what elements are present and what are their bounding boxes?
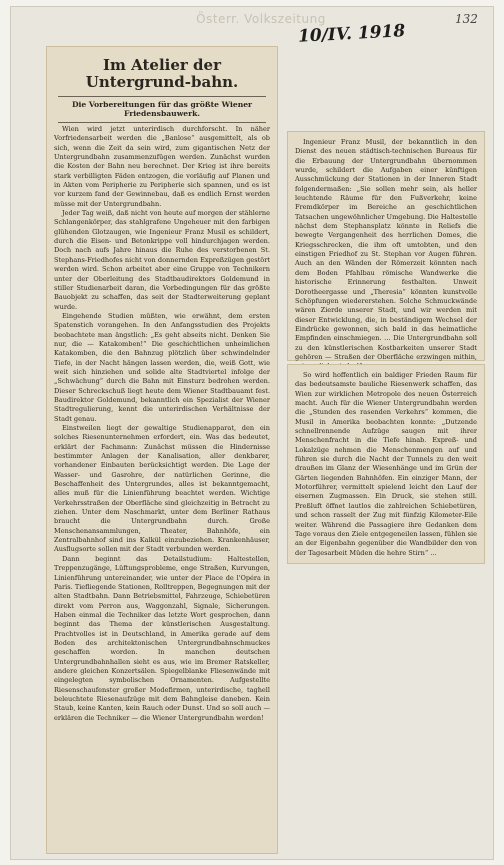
subheadline-divider bbox=[58, 122, 266, 123]
article-headline: Im Atelier der Untergrund-bahn. bbox=[85, 56, 239, 91]
article-paragraph: Wien wird jetzt unterirdisch durchforscht. In näher Vorfriedensarbeit werden die „Banlose“ ausgemittelt, als ob sich, wenn die Zeit da sein wird, zum gigantischen Netz der Untergrundbahn zusammenzufügen werden. Zunächst wurden die Kosten der Bahn neu berechnet. Der Krieg ist ihre bereits stark verbilligten Fäden entzogen, die vorläufig auf Planen und in Akten vom Peripherie zu Peripherie sich spannen, und es ist vor kurzem fand der Gewinnebau, daß es endlich Ernst werden müsse mit der Untergrundbahn. bbox=[54, 125, 270, 208]
article-paragraph: Einstweilen liegt der gewaltige Studienapparat, den ein solches Riesenunternehmen erfordert, ein. Was das bedeutet, erklärt der Fachmann: Zunächst müssen die Hindernisse bestimmter Anlagen der Kanalisation, aller denkbarer, vorhandener Einbauten berücksichtigt werden. Die Lage der Wasser- und Gasrohre, der natürlichen Gerinne, die Beschaffenheit des Untergrundes, alles ist bekanntgemacht, alles muß für die Linienführung beachtet werden. Wichtige Verkehrsstraßen der Oberfläche sind gleichzeitig in Betracht zu ziehen. Unter dem Naschmarkt, unter dem Berliner Rathaus braucht die Untergrundbahn durch. Große Menschenansammlungen, Theater, Bahnhöfe, ein Zentralbahnhof sind ins Kalkül einzubeziehen. Krankenhäuser, Ausflugsorte sollen mit der Stadt verbunden werden. bbox=[54, 424, 270, 554]
article-paragraph: Eingehende Studien müßten, wie erwähnt, dem ersten Spatenstich vorangehen. In den Anfangsstudien des Projekts beobachtete man ängstlich: „Es geht abseits nicht. Denken Sie nur, die — Katakomben!“ Die geschichtlichen unheimlichen Katakomben, die den Bahnzug plötzlich über schwindelnder Tiefe, in der Nacht hängen lassen werden, die, weiß Gott, wie weit sich hinziehen und solide alte Stadtviertel infolge der „Schwächung“ durch die Bahn mit Einsturz bedrohen werden. Dieser Schreckschuß liegt heute dem Wiener Stadtbauamt fest. Baudirektor Goldemund, bekanntlich ein Spezialist der Wiener Stadtregulierung, kennt die unterirdischen Verhältnisse der Stadt genau. bbox=[54, 311, 270, 423]
article-paragraph: Jeder Tag weiß, daß nicht von heute auf morgen der stählerne Schlangenkörper, das stahlgrafene Ungeheuer mit den farbigen glühenden Glotzaugen, wie Ingenieur Franz Musil es schildert, durch die Eisen- und Betonkrippe voll hindurchjagen werden. Doch nach aufs Jahre hinaus die Ruhe des verstorbenen St. Stephans-Friedhofes nicht von donnernden Expreßzügen gestört werden wird. Schon arbeitet aber eine Gruppe von Technikern unter der Oberleitung des Stadtbaudirektors Goldemund in stiller Studienarbeit daran, die Vorbedingungen für das größte Bauobjekt zu schaffen, das seit der Stadterweiterung geplant wurde. bbox=[54, 209, 270, 311]
article-clipping-main bbox=[46, 46, 278, 854]
article-paragraph: Dann beginnt das Detailstudium: Haltestellen, Treppenzugänge, Lüftungsprobleme, enge Straßen, Kurvungen, Linienführung untereinander, wie unter der Place de l'Opéra in Paris. Tiefliegende Stationen, Rolltreppen, Begegnungen mit der alten Stadtbahn. Dann Betriebsmittel, Fahrzeuge, Schiebetüren direkt vom Perron aus, Waggonzahl, Signale, Sicherungen. Haben einmal die Techniker das letzte Wort gesprochen, dann beginnt das Thema der künstlerischen Ausgestaltung. Prachtvolles ist in Deutschland, in Amerika gerade auf dem Boden des architektonischen Untergrundbahnschmuckes geschaffen worden. In manchen deutschen Untergrundbahnhallen sieht es aus, wie im Bremer Ratskeller, andere gleichen Konzertsälen. Spiegelblanke Fliesenwände mit eingelegten symbolischen Ornamenten. Aufgestellte Riesenschaufenster großer Modefirmen, unterirdische, taghell beleuchtete Riesenaufzüge mit dem Bahngleise daneben. Kein Staub, keine Kanten, kein Rauch oder Dunst. Und so soll auch — erklären die Techniker — die Wiener Untergrundbahn werden! bbox=[54, 554, 270, 722]
handwritten-page-number: 132 bbox=[455, 12, 478, 26]
headline-divider bbox=[58, 96, 266, 97]
article-subheadline: Die Vorbereitungen für das größte Wiener Friedensbauwerk. bbox=[71, 100, 253, 118]
article-clipping-continuation bbox=[287, 131, 485, 361]
newspaper-source-stamp: Österr. Volkszeitung bbox=[196, 12, 326, 26]
article-paragraph: So wird hoffentlich ein baldiger Frieden Raum für das bedeutsamste bauliche Riesenwerk schaffen, das Wien zur wirklichen Metropole des neuen Österreich macht. Auch für die Wiener Untergrundbahn werden die „Stunden des rasenden Verkehrs“ kommen, die Musil in Amerika beobachten konnte: „Dutzende schnellrennende Aufzüge saugen mit ihrer Menschenfracht in die Tiefe hinab. Expreß- und Lokalzüge nehmen die Menschenmengen auf und führen sie durch die Nacht der Tunnels zu den weit draußen im Glanz der Wiesenhänge und im Grün der Gärten liegenden Bahnhöfen. Ein einziger Mann, der Motorführer, vermittelt spielend leicht den Lauf der eisernen Zugmassen. Ein Druck, sie stehen still. Preßluft öffnet lautlos die zahlreichen Schiebetüren, und schon rasselt der Zug mit fünfzig Kilometer-Eile weiter. Während die Passagiere ihre Gedanken dem Tage voraus den Ziele entgegeneilen lassen, fühlen sie an der Eigenbahn gegenüber die Wandbilder den von der Tagesarbeit Müden die hehre Stirn“ … bbox=[295, 371, 477, 557]
handwritten-date: 10/IV. 1918 bbox=[297, 21, 406, 47]
article-clipping-closing bbox=[287, 364, 485, 564]
article-paragraph: Ingenieur Franz Musil, der bekanntlich in den Dienst des neuen städtisch-technischen Bureaus für die Erbauung der Untergrundbahn übernommen wurde, schildert die Aufgaben einer künftigen Ausschmückung der Stationen in der Inneren Stadt folgendermaßen: „Sie sollen mehr sein, als heller leuchtende Räume für den Fußverkehr, keine Fremdkörper im Bereiche an geschichtlichen Tatsachen ungewöhnlicher Umgebung. Die Haltestelle nächst dem Stephansplatz könnte in Reliefs die bewegte Vergangenheit des herrlichen Domes, die Kriegsschrecken, die ihm oft umtobten, und den einstigen Friedhof zu St. Stephan vor Augen führen. Auch an den Wänden der Römerzeit könnten nach dem Boden Pfahlbau römische Wandwerke die historische Erinnerung festhalten. Unweit Dorotheergasse und „Theresia“ könnten kunstvolle Schöpfungen wiedererstehen. Solche Schmuckwände wären Zierde unserer Stadt, und wir werden mit dieser Entwicklung, die, in beständigem Wechsel der Eindrücke gewonnen, sich bald in das heimatliche Empfinden einschmiegen. … Die Untergrundbahn soll zu den künstlerischen Kostbarkeiten unserer Stadt gehören — Straßen der Oberfläche erzwingen mithin, bbox=[295, 138, 477, 361]
